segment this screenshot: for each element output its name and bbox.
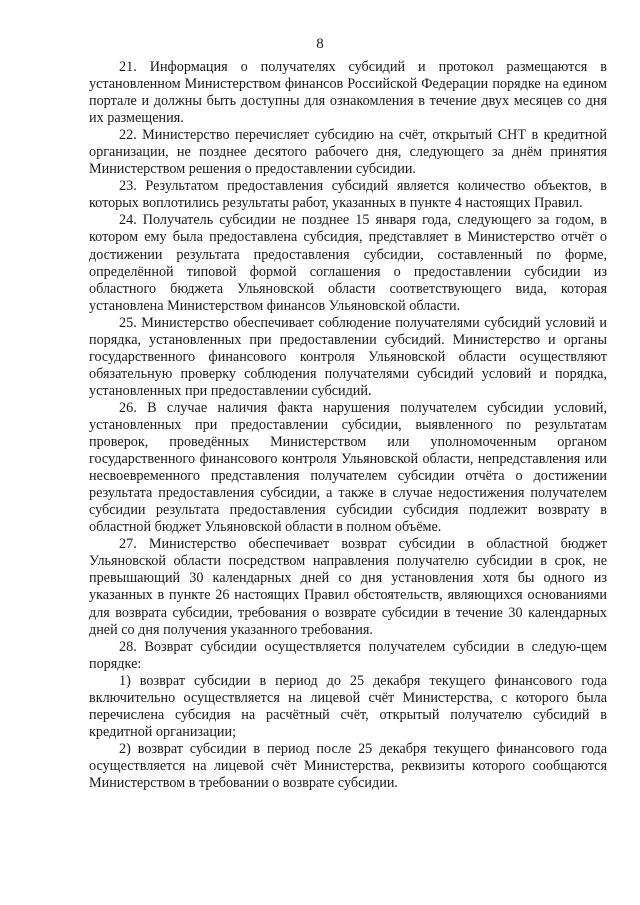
paragraph-28-item-2: 2) возврат субсидии в период после 25 декабря текущего финансового года осуществляется на лицевой счёт Министерства, реквизиты которого сообщаются Министерством в требовании о возврате субсидии. <box>89 740 607 791</box>
paragraph-23: 23. Результатом предоставления субсидий является количество объектов, в которых воплотились результаты работ, указанных в пункте 4 настоящих Правил. <box>89 178 607 212</box>
paragraph-26: 26. В случае наличия факта нарушения получателем субсидии условий, установленных при предоставлении субсидии, выявленного по результатам проверок, проведённых Министерством или уполномоченным органом государственного финансового контроля Ульяновской области, непредставления или несвоевременного представления получателем субсидии отчёта о достижении результата предоставления субсидии, а также в случае недостижения получателем субсидии результата предоставления субсидии субсидия подлежит возврату в областной бюджет Ульяновской области в полном объёме. <box>89 399 607 536</box>
paragraph-24: 24. Получатель субсидии не позднее 15 января года, следующего за годом, в котором ему была предоставлена субсидия, представляет в Министерство отчёт о достижении результата предоставления субсидии, составленный по форме, определённой типовой формой соглашения о предоставлении субсидии из областного бюджета Ульяновской области соответствующего вида, которая установлена Министерством финансов Ульяновской области. <box>89 212 607 314</box>
document-body <box>89 59 607 792</box>
paragraph-22: 22. Министерство перечисляет субсидию на счёт, открытый СНТ в кредитной организации, не позднее десятого рабочего дня, следующего за днём принятия Министерством решения о предоставлении субсидии. <box>89 127 607 178</box>
paragraph-28-item-1: 1) возврат субсидии в период до 25 декабря текущего финансового года включительно осуществляется на лицевой счёт Министерства, с которого была перечислена субсидия на расчётный счёт, открытый получателю субсидий в кредитной организации; <box>89 672 607 740</box>
paragraph-25: 25. Министерство обеспечивает соблюдение получателями субсидий условий и порядка, установленных при предоставлении субсидий. Министерство и органы государственного финансового контроля Ульяновской области осуществляют обязательную проверку соблюдения получателями субсидий условий и порядка, установленных при предоставлении субсидий. <box>89 314 607 399</box>
page-number: 8 <box>316 36 324 52</box>
paragraph-27: 27. Министерство обеспечивает возврат субсидии в областной бюджет Ульяновской области посредством направления получателю субсидии в срок, не превышающий 30 календарных дней со дня установления хотя бы одного из указанных в пункте 26 настоящих Правил обстоятельств, являющихся основаниями для возврата субсидии, требования о возврате субсидии в течение 30 календарных дней со дня получения указанного требования. <box>89 536 607 638</box>
paragraph-28: 28. Возврат субсидии осуществляется получателем субсидии в следую-щем порядке: <box>89 638 607 672</box>
paragraph-21: 21. Информация о получателях субсидий и протокол размещаются в установленном Министерством финансов Российской Федерации порядке на едином портале и должны быть доступны для ознакомления в течение двух месяцев со дня их размещения. <box>89 59 607 127</box>
